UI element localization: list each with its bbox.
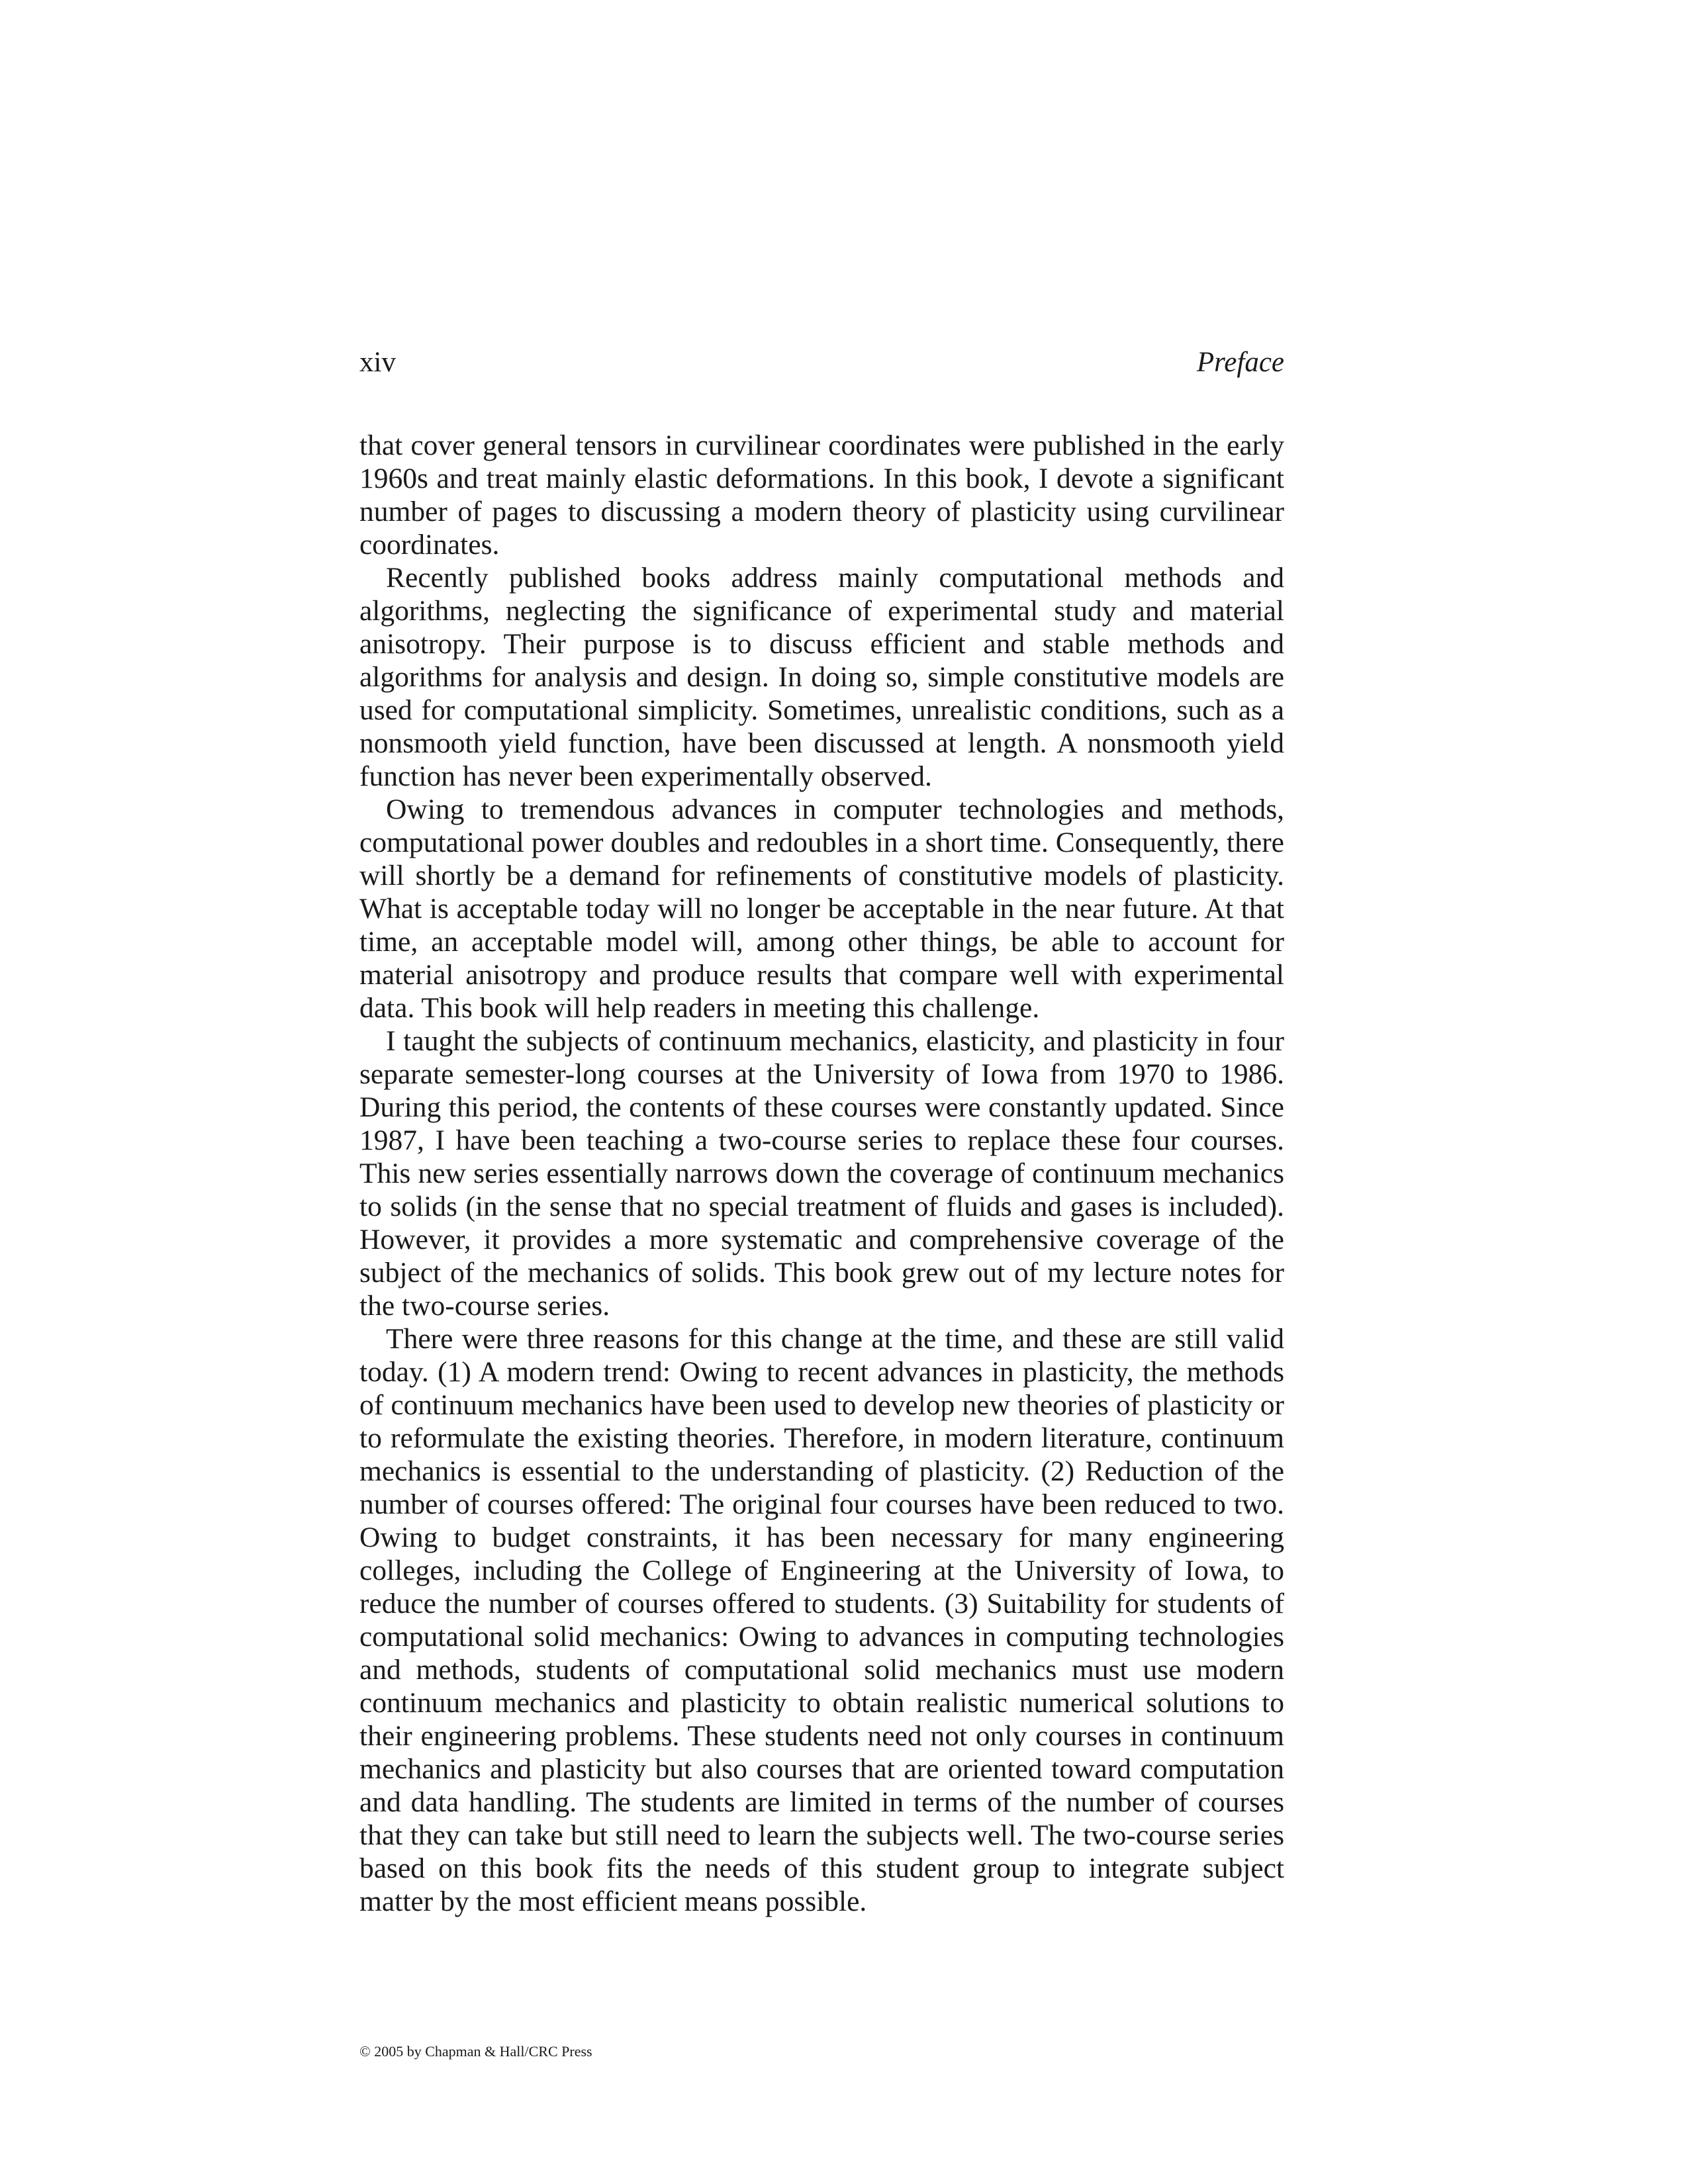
- running-head: [359, 343, 1284, 383]
- paragraph: There were three reasons for this change at the time, and these are still valid today. (1) A modern trend: Owing to recent advances in plasticity, the methods of continuum mechanics have been used to develop new theories of plasticity or to reformulate the existing theories. Therefore, in modern literature, continuum mechanics is essential to the understanding of plasticity. (2) Reduction of the number of courses offered: The original four courses have been reduced to two. Owing to budget constraints, it has been necessary for many engineering colleges, including the College of Engineering at the University of Iowa, to reduce the number of courses offered to students. (3) Suitability for students of computational solid mechanics: Owing to advances in computing technologies and methods, students of computational solid mechanics must use modern continuum mechanics and plasticity to obtain realistic numerical solutions to their engineering problems. These students need not only courses in continuum mechanics and plasticity but also courses that are oriented toward computation and data handling. The students are limited in terms of the number of courses that they can take but still need to learn the subjects well. The two-course series based on this book fits the needs of this student group to integrate subject matter by the most efficient means possible.: [359, 1323, 1284, 1917]
- copyright-footer: © 2005 by Chapman & Hall/CRC Press: [359, 2043, 592, 2060]
- section-title: Preface: [1196, 347, 1284, 378]
- paragraph: I taught the subjects of continuum mechanics, elasticity, and plasticity in four separate semester-long courses at the University of Iowa from 1970 to 1986. During this period, the contents of these courses were constantly updated. Since 1987, I have been teaching a two-course series to replace these four courses. This new series essentially narrows down the coverage of continuum mechanics to solids (in the sense that no special treatment of fluids and gases is included). However, it provides a more systematic and comprehensive coverage of the subject of the mechanics of solids. This book grew out of my lecture notes for the two-course series.: [359, 1025, 1284, 1322]
- paragraph: Owing to tremendous advances in computer technologies and methods, computational power doubles and redoubles in a short time. Consequently, there will shortly be a demand for refinements of constitutive models of plasticity. What is acceptable today will no longer be acceptable in the near future. At that time, an acceptable model will, among other things, be able to account for material anisotropy and produce results that compare well with experimental data. This book will help readers in meeting this challenge.: [359, 794, 1284, 1024]
- body-text: [359, 429, 1284, 1918]
- paragraph: Recently published books address mainly computational methods and algorithms, neglecting the significance of experimental study and material anisotropy. Their purpose is to discuss efficient and stable methods and algorithms for analysis and design. In doing so, simple constitutive models are used for computational simplicity. Sometimes, unrealistic conditions, such as a nonsmooth yield function, have been discussed at length. A nonsmooth yield function has never been experimentally observed.: [359, 562, 1284, 792]
- paragraph-continued: that cover general tensors in curvilinear coordinates were published in the early 1960s and treat mainly elastic deformations. In this book, I devote a significant number of pages to discussing a modern theory of plasticity using curvilinear coordinates.: [359, 430, 1284, 561]
- page-number: xiv: [359, 347, 396, 378]
